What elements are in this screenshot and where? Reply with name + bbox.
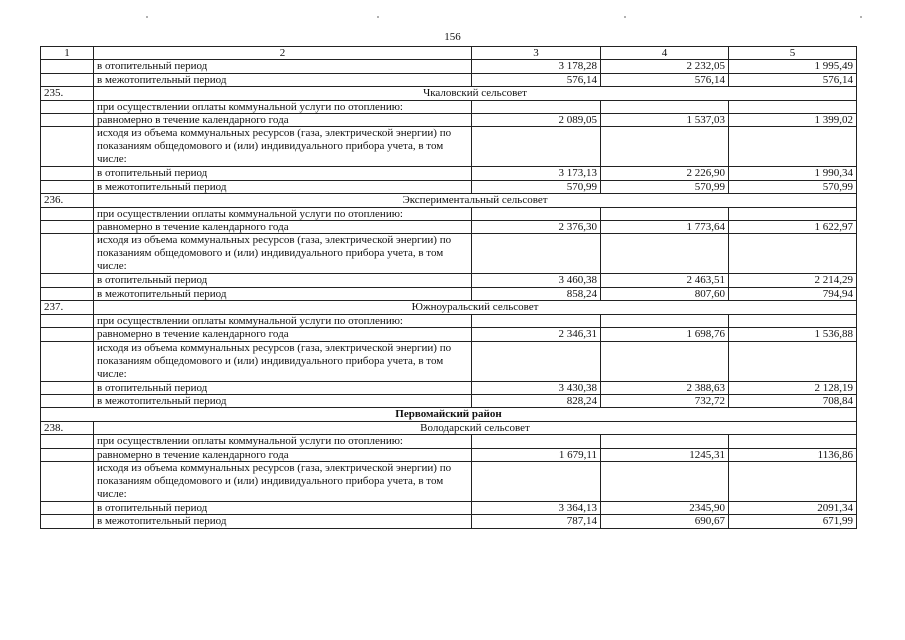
value-col3: 3 460,38 (472, 274, 601, 287)
row-description: при осуществлении оплаты коммунальной услуги по отоплению: (94, 435, 472, 448)
scan-speck (146, 16, 148, 18)
row-number-cell (41, 435, 94, 448)
row-number-cell (41, 515, 94, 528)
table-row (41, 73, 857, 86)
value-col5: 708,84 (729, 394, 857, 407)
value-col5: 1 399,02 (729, 114, 857, 127)
value-col5: 1 990,34 (729, 167, 857, 180)
value-col4: 807,60 (601, 287, 729, 300)
value-col3 (472, 314, 601, 327)
value-col5: 2091,34 (729, 501, 857, 514)
row-number-cell (41, 341, 94, 381)
value-col4: 1 773,64 (601, 221, 729, 234)
row-description: исходя из объема коммунальных ресурсов (газа, электрической энергии) по показаниям общедомового и (или) индивидуального прибора учета, в том числе: (94, 461, 472, 501)
value-cell (601, 461, 729, 501)
value-cell (472, 341, 601, 381)
table-row (41, 221, 857, 234)
tariff-table (40, 46, 857, 529)
row-description: в отопительный период (94, 274, 472, 287)
value-col3: 2 346,31 (472, 328, 601, 341)
value-col4: 576,14 (601, 73, 729, 86)
row-description: при осуществлении оплаты коммунальной услуги по отоплению: (94, 314, 472, 327)
value-col5 (729, 435, 857, 448)
scan-speck (624, 16, 626, 18)
district-name: Первомайский район (41, 408, 857, 421)
row-description: в межотопительный период (94, 394, 472, 407)
value-col3: 858,24 (472, 287, 601, 300)
value-col4: 570,99 (601, 180, 729, 193)
row-description: при осуществлении оплаты коммунальной услуги по отоплению: (94, 207, 472, 220)
value-col3: 576,14 (472, 73, 601, 86)
value-cell (729, 127, 857, 167)
value-col4: 1245,31 (601, 448, 729, 461)
row-number-cell (41, 100, 94, 113)
table-row (41, 60, 857, 73)
value-cell (729, 234, 857, 274)
row-description: равномерно в течение календарного года (94, 114, 472, 127)
value-col5: 1 536,88 (729, 328, 857, 341)
value-col4: 2345,90 (601, 501, 729, 514)
value-cell (601, 127, 729, 167)
value-col4: 2 388,63 (601, 381, 729, 394)
value-col3: 3 178,28 (472, 60, 601, 73)
value-col4: 1 698,76 (601, 328, 729, 341)
row-number-cell (41, 114, 94, 127)
value-col4: 1 537,03 (601, 114, 729, 127)
value-col5: 1 995,49 (729, 60, 857, 73)
value-col3: 3 364,13 (472, 501, 601, 514)
table-row (41, 234, 857, 274)
row-description: исходя из объема коммунальных ресурсов (газа, электрической энергии) по показаниям общедомового и (или) индивидуального прибора учета, в том числе: (94, 341, 472, 381)
row-number-cell (41, 167, 94, 180)
row-number: 237. (41, 301, 94, 314)
table-row (41, 341, 857, 381)
row-number-cell (41, 448, 94, 461)
settlement-name: Чкаловский сельсовет (94, 87, 857, 100)
table-row (41, 448, 857, 461)
table-row (41, 287, 857, 300)
row-number-cell (41, 287, 94, 300)
row-number-cell (41, 314, 94, 327)
row-number-cell (41, 221, 94, 234)
value-col4: 2 226,90 (601, 167, 729, 180)
value-col4: 2 232,05 (601, 60, 729, 73)
table-row (41, 328, 857, 341)
value-col3: 570,99 (472, 180, 601, 193)
row-description: при осуществлении оплаты коммунальной услуги по отоплению: (94, 100, 472, 113)
settlement-heading-row (41, 301, 857, 314)
table-row (41, 381, 857, 394)
value-col5: 2 214,29 (729, 274, 857, 287)
value-cell (601, 341, 729, 381)
value-col3: 787,14 (472, 515, 601, 528)
row-description: равномерно в течение календарного года (94, 328, 472, 341)
row-number-cell (41, 394, 94, 407)
row-number-cell (41, 274, 94, 287)
table-row (41, 435, 857, 448)
value-col4 (601, 207, 729, 220)
value-col5: 576,14 (729, 73, 857, 86)
table-row (41, 461, 857, 501)
value-col5: 794,94 (729, 287, 857, 300)
value-col3: 2 089,05 (472, 114, 601, 127)
settlement-name: Володарский сельсовет (94, 421, 857, 434)
row-description: в отопительный период (94, 60, 472, 73)
row-number-cell (41, 60, 94, 73)
value-cell (472, 127, 601, 167)
table-row (41, 180, 857, 193)
row-description: исходя из объема коммунальных ресурсов (газа, электрической энергии) по показаниям общедомового и (или) индивидуального прибора учета, в том числе: (94, 234, 472, 274)
row-number-cell (41, 328, 94, 341)
row-description: в межотопительный период (94, 180, 472, 193)
value-col3: 3 430,38 (472, 381, 601, 394)
value-col3: 3 173,13 (472, 167, 601, 180)
value-col5: 2 128,19 (729, 381, 857, 394)
column-number: 2 (94, 47, 472, 60)
column-number: 3 (472, 47, 601, 60)
row-number: 235. (41, 87, 94, 100)
settlement-heading-row (41, 87, 857, 100)
settlement-heading-row (41, 194, 857, 207)
row-description: в межотопительный период (94, 73, 472, 86)
value-col4: 690,67 (601, 515, 729, 528)
column-number-row (41, 47, 857, 60)
value-cell (601, 234, 729, 274)
row-description: равномерно в течение календарного года (94, 221, 472, 234)
column-number: 1 (41, 47, 94, 60)
value-col4: 2 463,51 (601, 274, 729, 287)
value-col3 (472, 435, 601, 448)
value-col5: 1 622,97 (729, 221, 857, 234)
row-description: в отопительный период (94, 167, 472, 180)
row-number-cell (41, 461, 94, 501)
value-col3 (472, 207, 601, 220)
value-col5: 570,99 (729, 180, 857, 193)
value-col5 (729, 314, 857, 327)
column-number: 4 (601, 47, 729, 60)
value-col5: 671,99 (729, 515, 857, 528)
table-row (41, 100, 857, 113)
row-description: исходя из объема коммунальных ресурсов (газа, электрической энергии) по показаниям общедомового и (или) индивидуального прибора учета, в том числе: (94, 127, 472, 167)
table-row (41, 207, 857, 220)
value-col5 (729, 100, 857, 113)
scan-speck (377, 16, 379, 18)
row-number-cell (41, 207, 94, 220)
value-cell (729, 341, 857, 381)
settlement-name: Экспериментальный сельсовет (94, 194, 857, 207)
row-description: равномерно в течение календарного года (94, 448, 472, 461)
table-row (41, 515, 857, 528)
district-heading-row (41, 408, 857, 421)
value-col3: 828,24 (472, 394, 601, 407)
table-row (41, 314, 857, 327)
row-description: в отопительный период (94, 381, 472, 394)
table-row (41, 167, 857, 180)
row-number-cell (41, 234, 94, 274)
row-description: в отопительный период (94, 501, 472, 514)
value-col4 (601, 435, 729, 448)
page-number: 156 (444, 31, 461, 43)
value-col4 (601, 100, 729, 113)
value-col4 (601, 314, 729, 327)
table-row (41, 394, 857, 407)
table-row (41, 501, 857, 514)
settlement-name: Южноуральский сельсовет (94, 301, 857, 314)
row-description: в межотопительный период (94, 287, 472, 300)
value-cell (472, 461, 601, 501)
value-cell (729, 461, 857, 501)
row-number: 238. (41, 421, 94, 434)
row-number-cell (41, 73, 94, 86)
value-col5: 1136,86 (729, 448, 857, 461)
value-col4: 732,72 (601, 394, 729, 407)
row-number-cell (41, 180, 94, 193)
row-description: в межотопительный период (94, 515, 472, 528)
value-col5 (729, 207, 857, 220)
row-number-cell (41, 381, 94, 394)
row-number: 236. (41, 194, 94, 207)
row-number-cell (41, 127, 94, 167)
table-row (41, 114, 857, 127)
scan-speck (860, 16, 862, 18)
table-row (41, 274, 857, 287)
table-body (41, 47, 857, 529)
settlement-heading-row (41, 421, 857, 434)
table-row (41, 127, 857, 167)
value-col3 (472, 100, 601, 113)
row-number-cell (41, 501, 94, 514)
value-col3: 1 679,11 (472, 448, 601, 461)
value-cell (472, 234, 601, 274)
column-number: 5 (729, 47, 857, 60)
value-col3: 2 376,30 (472, 221, 601, 234)
